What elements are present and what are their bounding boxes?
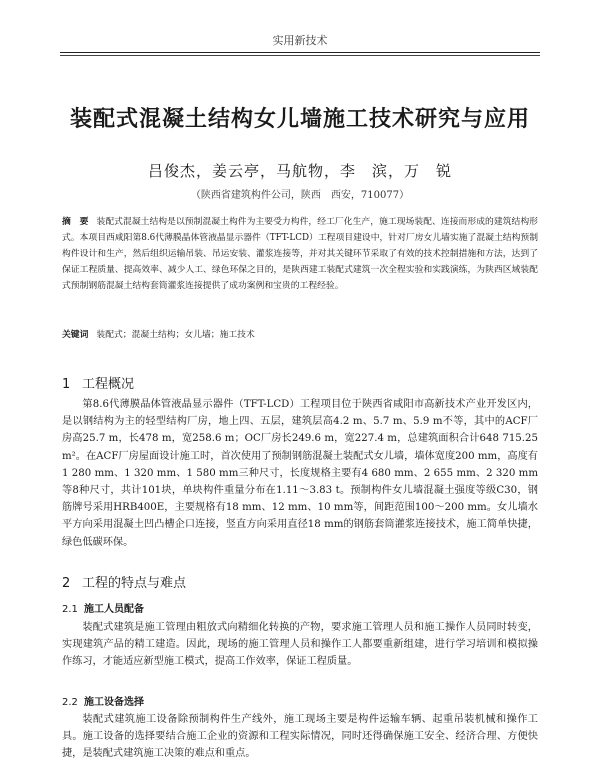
subsection-title: 施工设备选择: [84, 697, 144, 708]
paper-title: 装配式混凝土结构女儿墙施工技术研究与应用: [69, 106, 530, 132]
abstract-text: 装配式混凝土结构是以预制混凝土构件为主要受力构件，经工厂化生产，施工现场装配、连接而形成的建筑结构形式。本项目西咸阳第8.6代薄膜晶体管液晶显示器件（TFT-LCD）工程项目建设中，针对厂房女儿墙实施了混凝土结构预制构件设计和生产，然后组织运输吊装、吊运安装、灌浆连接等，并对其关键环节采取了有效的技术控制措施和方法，达到了保证工程质量、提高效率、减少人工、绿色环保之目的，是陕西建工装配式建筑一次全程实验和实践演练，为陕西区域装配式预制钢筋混凝土结构套筒灌浆连接提供了成功案例和宝贵的工程经验。: [62, 217, 538, 291]
abstract: [62, 214, 538, 294]
section-1-paragraph: 第8.6代薄膜晶体管液晶显示器件（TFT-LCD）工程项目位于陕西省咸阳市高新技术产业开发区内，是以钢结构为主的轻型结构厂房，地上四、五层，建筑层高4.2 m、5.7 m、5.9 m不等，其中的ACF厂房高25.7 m，长478 m，宽258.6 m；OC厂房长249.6 m，宽227.4 m，总建筑面积合计648 715.25 m²。在ACF厂房屋面设计施工时，首次使用了预制钢筋混凝土装配式女儿墙，墙体宽度200 mm，高度有1 280 mm、1 320 mm、1 580 mm三种尺寸，长度规格主要有4 680 mm、2 655 mm、2 320 mm等8种尺寸，共计101块，单块构件重量分布在1.11～3.83 t。预制构件女儿墙混凝土强度等级C30，钢筋牌号采用HRB400E，主要规格有18 mm、12 mm、10 mm等，间距范围100～200 mm。女儿墙水平方向采用混凝土凹凸槽企口连接，竖直方向采用直径18 mm的钢筋套筒灌浆连接技术，施工简单快捷，绿色低碳环保。: [62, 399, 538, 548]
keywords-text: 装配式；混凝土结构；女儿墙；施工技术: [96, 330, 255, 340]
subsection-number: 2.1: [62, 604, 78, 615]
keywords: [62, 327, 538, 340]
subsection-number: 2.2: [62, 697, 78, 708]
abstract-label: 摘 要: [62, 217, 89, 227]
running-header: 实用新技术: [272, 34, 328, 47]
subsection-2-2-paragraph: 装配式建筑施工设备除预制构件生产线外，施工现场主要是构件运输车辆、起重吊装机械和操作工具。施工设备的选择要结合施工企业的资源和工程实际情况，同时还得确保施工安全、经济合理、方便快捷，是装配式建筑施工决策的难点和重点。: [62, 714, 538, 760]
header-rule-thick: [60, 52, 540, 53]
section-heading-1: [62, 373, 134, 392]
author-affiliation: （陕西省建筑构件公司，陕西 西安，710077）: [190, 190, 410, 201]
section-title: 工程概况: [82, 377, 135, 392]
section-number: 2: [62, 576, 71, 591]
subsection-heading-2-2: [62, 693, 144, 708]
author-list: 吕俊杰，姜云亭，马航物，李 滨，万 锐: [147, 162, 452, 180]
subsection-2-1-paragraph: 装配式建筑是施工管理由粗放式向精细化转换的产物，要求施工管理人员和施工操作人员同时转变，实现建筑产品的精工建造。因此，现场的施工管理人员和操作工人都要重新组建，进行学习培训和模拟操作练习，才能适应新型施工模式，提高工作效率，保证工程质量。: [62, 622, 538, 668]
section-heading-2: [62, 572, 186, 591]
header-rule-thin: [60, 55, 540, 56]
section-title: 工程的特点与难点: [82, 576, 187, 591]
keywords-label: 关键词: [62, 330, 89, 340]
subsection-title: 施工人员配备: [84, 604, 144, 615]
subsection-heading-2-1: [62, 600, 144, 615]
section-number: 1: [62, 377, 71, 392]
